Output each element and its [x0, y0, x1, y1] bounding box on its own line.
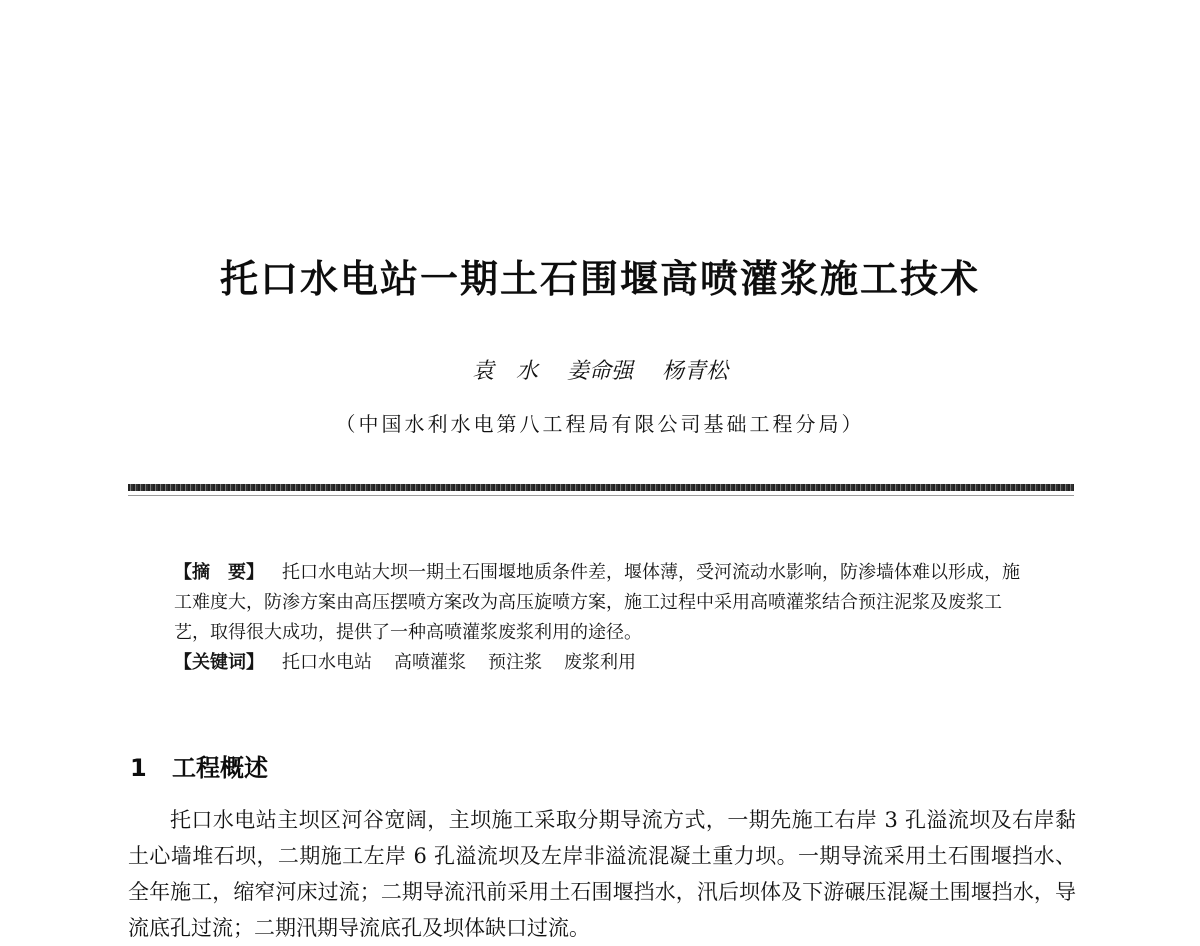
- author-name: 袁 水: [471, 359, 538, 384]
- author-affiliation: （中国水利水电第八工程局有限公司基础工程分局）: [335, 412, 865, 436]
- keyword: 托口水电站: [282, 652, 372, 673]
- section-number: 1: [130, 754, 147, 782]
- keywords-paragraph: [174, 648, 1030, 678]
- abstract-text: 托口水电站大坝一期土石围堰地质条件差，堰体薄，受河流动水影响，防渗墙体难以形成，施工难度大，防渗方案由高压摆喷方案改为高压旋喷方案，施工过程中采用高喷灌浆结合预注泥浆及废浆工艺，取得很大成功，提供了一种高喷灌浆废浆利用的途径。: [174, 562, 1020, 643]
- section-heading: [130, 748, 268, 783]
- header-divider-thin: [128, 495, 1074, 496]
- body-paragraph: 托口水电站主坝区河谷宽阔，主坝施工采取分期导流方式，一期先施工右岸 3 孔溢流坝及右岸黏土心墙堆石坝，二期施工左岸 6 孔溢流坝及左岸非溢流混凝土重力坝。一期导流采用土石围堰挡水、全年施工，缩窄河床过流；二期导流汛前采用土石围堰挡水，汛后坝体及下游碾压混凝土围堰挡水，导流底孔过流；二期汛期导流底孔及坝体缺口过流。: [128, 808, 1076, 940]
- author-list: [0, 354, 1200, 385]
- paper-title: 托口水电站一期土石围堰高喷灌浆施工技术: [219, 257, 980, 301]
- keyword: 高喷灌浆: [394, 652, 466, 673]
- keyword: 预注浆: [488, 652, 542, 673]
- abstract-paragraph: [174, 558, 1030, 648]
- header-divider: [128, 484, 1074, 491]
- keyword: 废浆利用: [564, 652, 636, 673]
- section-title: 工程概述: [172, 754, 268, 782]
- abstract-label: 【摘 要】: [174, 562, 264, 583]
- author-name: 姜命强: [566, 359, 633, 384]
- body-text: [128, 802, 1076, 946]
- author-name: 杨青松: [662, 359, 729, 384]
- abstract-block: [174, 558, 1030, 678]
- keywords-label: 【关键词】: [174, 652, 264, 673]
